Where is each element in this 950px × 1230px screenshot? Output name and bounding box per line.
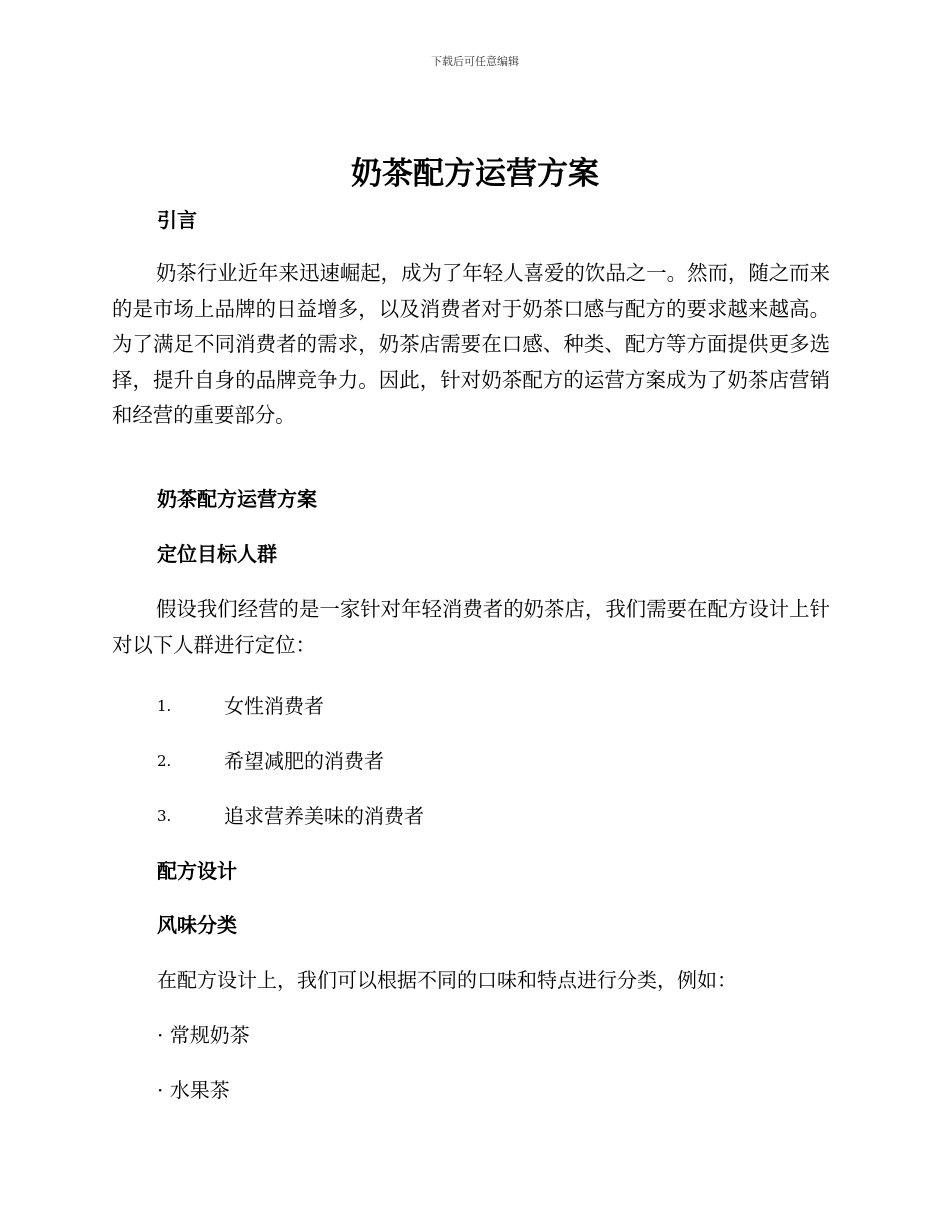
list-item-text: 追求营养美味的消费者	[224, 804, 424, 828]
target-paragraph: 假设我们经营的是一家针对年轻消费者的奶茶店，我们需要在配方设计上针对以下人群进行定位：	[112, 597, 830, 657]
list-item-text: 希望减肥的消费者	[224, 749, 384, 773]
page-header-note: 下载后可任意编辑	[431, 55, 519, 68]
list-item-text: 女性消费者	[224, 694, 324, 718]
flavor-paragraph: 在配方设计上，我们可以根据不同的口味和特点进行分类，例如：	[157, 968, 737, 992]
plan-heading: 奶茶配方运营方案	[157, 487, 317, 511]
list-item-number: 1.	[157, 697, 172, 715]
intro-paragraph: 奶茶行业近年来迅速崛起，成为了年轻人喜爱的饮品之一。然而，随之而来的是市场上品牌的日益增多，以及消费者对于奶茶口感与配方的要求越来越高。为了满足不同消费者的需求，奶茶店需要在口感、种类、配方等方面提供更多选择，提升自身的品牌竞争力。因此，针对奶茶配方的运营方案成为了奶茶店营销和经营的重要部分。	[112, 261, 830, 427]
bullet-item: · 水果茶	[157, 1078, 230, 1102]
flavor-heading: 风味分类	[157, 913, 237, 937]
list-item-number: 2.	[157, 752, 172, 770]
design-heading: 配方设计	[157, 859, 237, 883]
target-heading: 定位目标人群	[157, 542, 277, 566]
list-item-number: 3.	[157, 807, 172, 825]
intro-heading: 引言	[157, 208, 197, 232]
bullet-item: · 常规奶茶	[157, 1023, 250, 1047]
document-title: 奶茶配方运营方案	[351, 156, 599, 192]
